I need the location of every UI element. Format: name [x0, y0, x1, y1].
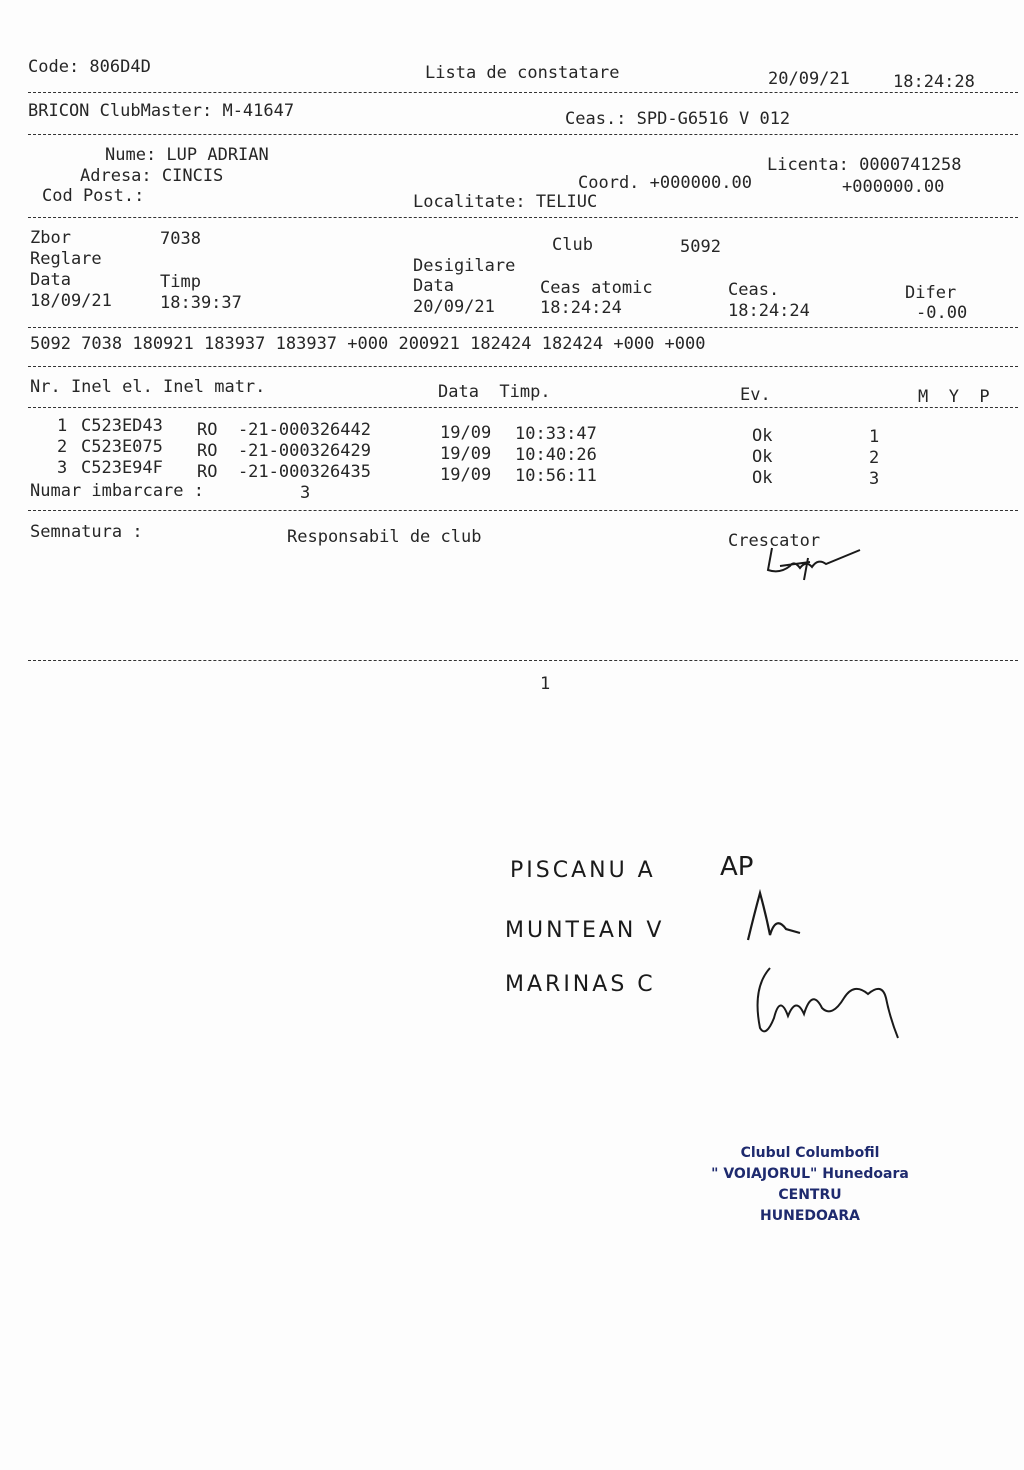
col-header-myp: M Y P: [918, 387, 990, 407]
handwritten-name: MARINAS C: [505, 972, 656, 997]
zbor-value: 7038: [160, 229, 201, 249]
owner-name: Nume: LUP ADRIAN: [105, 145, 269, 165]
ring-registration: RO -21-000326435: [197, 462, 371, 482]
document-title: Lista de constatare: [425, 63, 620, 83]
arrival-date: 19/09: [440, 423, 492, 443]
club-value: 5092: [680, 237, 721, 257]
handwritten-name: PISCANU A: [510, 858, 656, 883]
club-label: Club: [552, 235, 593, 255]
ceas-id: Ceas.: SPD-G6516 V 012: [565, 109, 791, 129]
ceas-label: Ceas.: [728, 280, 780, 300]
arrival-time: 10:56:11: [515, 466, 597, 486]
divider: [28, 92, 1018, 93]
signature-label: Semnatura :: [30, 522, 143, 542]
marinas-signature-icon: [750, 958, 910, 1048]
owner-postal-code: Cod Post.:: [42, 186, 145, 206]
breeder-label: Crescator: [728, 531, 821, 551]
divider: [28, 510, 1018, 511]
reglare-timp-label: Timp: [160, 272, 201, 292]
header-date: 20/09/21: [768, 69, 850, 89]
arrival-time: 10:40:26: [515, 445, 597, 465]
handwritten-name: MUNTEAN V: [505, 918, 665, 943]
stamp-line: CENTRU: [778, 1187, 842, 1203]
page-number: 1: [540, 674, 551, 694]
row-number: 2: [57, 437, 68, 457]
ceas-value: 18:24:24: [728, 301, 810, 321]
place-value: 3: [869, 469, 880, 489]
owner-license: Licenta: 0000741258: [767, 155, 962, 175]
ring-registration: RO -21-000326442: [197, 420, 371, 440]
event-status: Ok: [752, 468, 773, 488]
boarding-count-value: 3: [300, 483, 311, 503]
stamp-line: Clubul Columbofil: [740, 1145, 880, 1161]
ceas-atomic-value: 18:24:24: [540, 298, 622, 318]
difer-label: Difer: [905, 283, 957, 303]
col-header-ev: Ev.: [740, 385, 771, 405]
arrival-time: 10:33:47: [515, 424, 597, 444]
reglare-data-label: Data: [30, 270, 71, 290]
row-number: 1: [57, 416, 68, 436]
club-responsible-label: Responsabil de club: [287, 527, 482, 547]
place-value: 1: [869, 427, 880, 447]
arrival-date: 19/09: [440, 444, 492, 464]
ceas-atomic-label: Ceas atomic: [540, 278, 653, 298]
divider: [28, 660, 1018, 661]
reglare-data: 18/09/21: [30, 291, 112, 311]
divider: [28, 327, 1018, 328]
desig-data-label: Data: [413, 276, 454, 296]
muntean-signature-icon: [740, 885, 810, 945]
breeder-signature-icon: [760, 540, 870, 590]
ring-electronic: C523E075: [81, 437, 163, 457]
zbor-label: Zbor: [30, 228, 71, 248]
divider: [28, 366, 1018, 367]
divider: [28, 217, 1018, 218]
owner-locality: Localitate: TELIUC: [413, 192, 598, 212]
arrival-date: 19/09: [440, 465, 492, 485]
owner-coord: Coord. +000000.00: [578, 173, 752, 193]
divider: [28, 134, 1018, 135]
clubmaster-id: BRICON ClubMaster: M-41647: [28, 101, 295, 121]
desig-data: 20/09/21: [413, 297, 495, 317]
header-time: 18:24:28: [893, 72, 975, 92]
ring-electronic: C523E94F: [81, 458, 163, 478]
stamp-line: " VOIAJORUL" Hunedoara: [711, 1166, 909, 1182]
summary-line: 5092 7038 180921 183937 183937 +000 200921 182424 182424 +000 +000: [30, 334, 706, 354]
col-header-rings: Nr. Inel el. Inel matr.: [30, 377, 266, 397]
event-status: Ok: [752, 447, 773, 467]
col-header-data-timp: Data Timp.: [438, 382, 551, 402]
desigilare-label: Desigilare: [413, 256, 516, 276]
reglare-timp: 18:39:37: [160, 293, 242, 313]
difer-value: -0.00: [916, 303, 968, 323]
handwritten-initials: AP: [720, 852, 754, 882]
divider: [28, 407, 1018, 408]
code-label: Code: 806D4D: [28, 57, 151, 77]
event-status: Ok: [752, 426, 773, 446]
stamp-line: HUNEDOARA: [760, 1208, 860, 1224]
ring-registration: RO -21-000326429: [197, 441, 371, 461]
owner-coord-second: +000000.00: [842, 177, 945, 197]
place-value: 2: [869, 448, 880, 468]
row-number: 3: [57, 458, 68, 478]
club-stamp: [690, 1143, 930, 1227]
reglare-label: Reglare: [30, 249, 102, 269]
ring-electronic: C523ED43: [81, 416, 163, 436]
owner-address: Adresa: CINCIS: [80, 166, 224, 186]
boarding-count-label: Numar imbarcare :: [30, 481, 204, 501]
